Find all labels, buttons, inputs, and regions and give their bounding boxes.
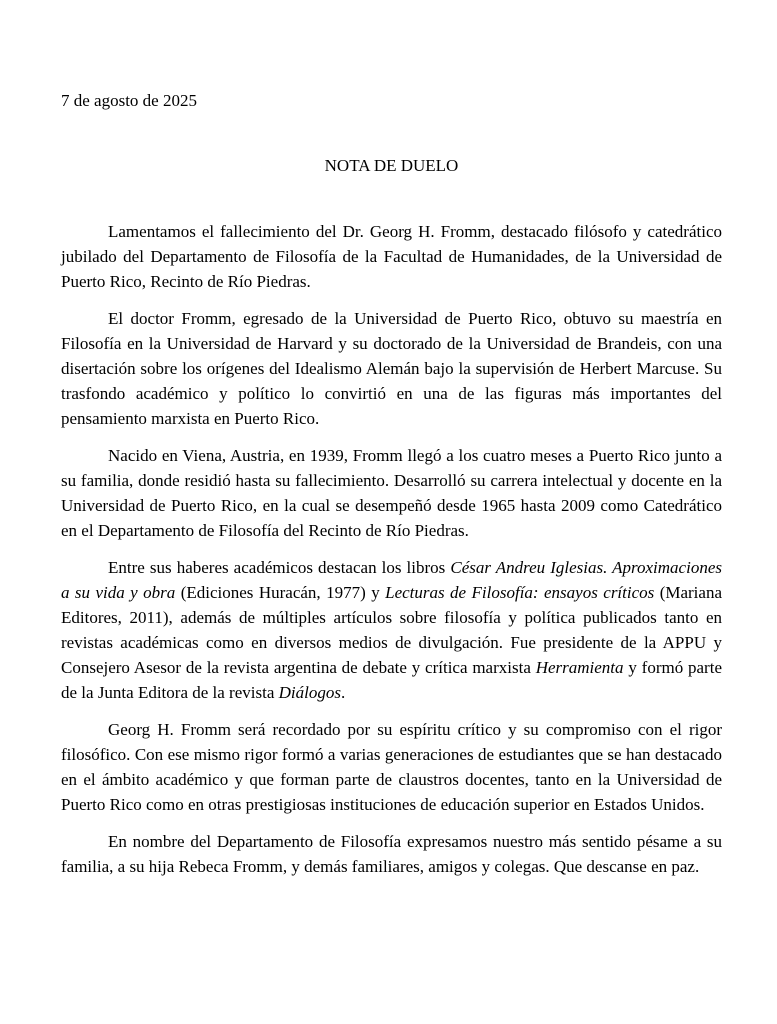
paragraph <box>61 306 722 431</box>
journal-title: Herramienta <box>535 658 624 677</box>
paragraph <box>61 555 722 705</box>
paragraph-text: En nombre del Departamento de Filosofía expresamos nuestro más sentido pésame a su familia, a su hija Rebeca Fromm, y demás familiares, amigos y colegas. Que descanse en paz. <box>61 832 722 876</box>
paragraph-text: Georg H. Fromm será recordado por su espíritu crítico y su compromiso con el rigor filosófico. Con ese mismo rigor formó a varias generaciones de estudiantes que se han destacado en el ámbito académico y que forman parte de claustros docentes, tanto en la Universidad de Puerto Rico como en otras prestigiosas instituciones de educación superior en Estados Unidos. <box>61 720 722 814</box>
paragraph-text: Lamentamos el fallecimiento del Dr. Georg H. Fromm, destacado filósofo y catedrático jubilado del Departamento de Filosofía de la Facultad de Humanidades, de la Universidad de Puerto Rico, Recinto de Río Piedras. <box>61 222 722 291</box>
document-title: NOTA DE DUELO <box>324 156 459 175</box>
book-title: Lecturas de Filosofía: ensayos críticos <box>385 583 655 602</box>
paragraph-text: (Ediciones Huracán, 1977) y <box>175 583 386 602</box>
document-body <box>61 219 722 891</box>
paragraph-text: . <box>340 683 346 702</box>
paragraph <box>61 829 722 879</box>
paragraph-text: (Mariana Editores, 2011), además de múltiples artículos sobre filosofía y política publicados tanto en revistas académicas como en diversos medios de divulgación. Fue presidente de la APPU y Consejero Asesor de la revista argentina de debate y crítica marxista <box>61 583 722 677</box>
paragraph-text: y formó parte de la Junta Editora de la revista <box>61 658 722 702</box>
book-title: César Andreu Iglesias. Aproximaciones a su vida y obra <box>61 558 722 602</box>
paragraph <box>61 219 722 294</box>
journal-title: Diálogos <box>278 683 341 702</box>
document-date: 7 de agosto de 2025 <box>61 91 197 110</box>
paragraph-text: Nacido en Viena, Austria, en 1939, Fromm llegó a los cuatro meses a Puerto Rico junto a su familia, donde residió hasta su fallecimiento. Desarrolló su carrera intelectual y docente en la Universidad de Puerto Rico, en la cual se desempeñó desde 1965 hasta 2009 como Catedrático en el Departamento de Filosofía del Recinto de Río Piedras. <box>61 446 722 540</box>
paragraph <box>61 443 722 543</box>
paragraph-text: Entre sus haberes académicos destacan los libros <box>108 558 451 577</box>
paragraph-text: El doctor Fromm, egresado de la Universidad de Puerto Rico, obtuvo su maestría en Filosofía en la Universidad de Harvard y su doctorado de la Universidad de Brandeis, con una disertación sobre los orígenes del Idealismo Alemán bajo la supervisión de Herbert Marcuse. Su trasfondo académico y político lo convirtió en una de las figuras más importantes del pensamiento marxista en Puerto Rico. <box>61 309 722 428</box>
paragraph <box>61 717 722 817</box>
